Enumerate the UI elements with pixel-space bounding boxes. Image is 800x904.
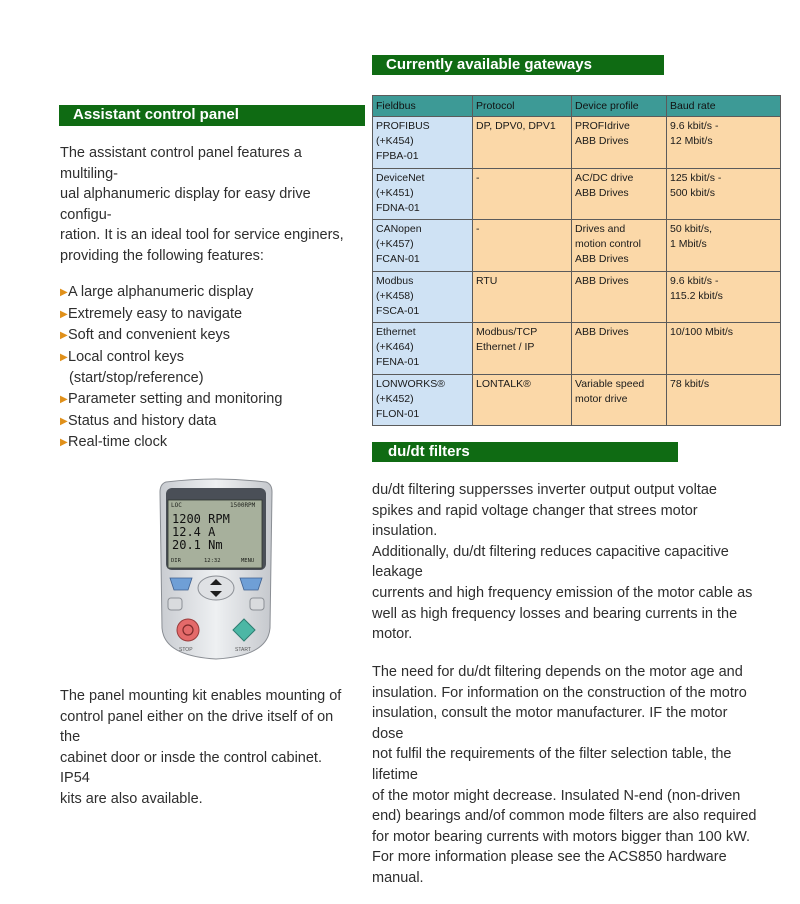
text-line: of the motor might decrease. Insulated N-end (non-driven [372,787,741,804]
cell-line: FENA-01 [376,356,420,368]
table-cell-baud [667,168,781,220]
table-cell-profile [572,117,667,169]
text-line: well as high frequency losses and bearing currents in the [372,605,738,622]
table-row [373,323,781,375]
cell-line: (+K464) [376,341,414,353]
text-line: insulation. [372,523,438,540]
column-header: Protocol [473,96,572,117]
cell-line: motion control [575,238,641,250]
table-cell-protocol [473,168,572,220]
text-line: du/dt filtering suppersses inverter output output voltae [372,482,717,498]
table-row [373,168,781,220]
text-line: The panel mounting kit enables mounting of [60,688,342,704]
text-line: insulation, consult the motor manufacturer. IF the motor [372,705,728,722]
text-line: lifetime [372,766,418,783]
column-header: Baud rate [667,96,781,117]
table-cell-baud [667,323,781,375]
assistant-intro-text [60,143,370,267]
cell-line: motor drive [575,392,628,405]
dudt-paragraph-2 [372,662,792,889]
cell-line: CANopen [376,223,422,235]
text-line: motor. [372,626,413,643]
table-cell-profile [572,374,667,426]
table-cell-baud [667,117,781,169]
list-item: ▶Parameter setting and monitoring [60,389,360,411]
cell-line: DP, DPV0, DPV1 [476,120,556,132]
table-cell-profile [572,168,667,220]
control-panel-image [158,478,274,660]
dudt-paragraph-1 [372,480,792,645]
stop-button-icon [177,619,199,641]
display-footer-right: MENU [241,558,255,564]
table-cell-protocol [473,117,572,169]
list-item-continuation: (start/stop/reference) [69,370,204,387]
cell-line: PROFIBUS [376,120,430,132]
list-item: ▶Extremely easy to navigate [60,304,360,326]
start-label: START [235,647,251,653]
text-line: The assistant control panel features a [60,145,302,161]
bullet-icon: ▶ [60,437,68,449]
cell-line: 9.6 kbit/s - [670,120,719,132]
text-line: for motor bearing currents with motors bigger than 100 kW. [372,828,750,845]
cell-line: ABB Drives [575,274,629,287]
table-cell-profile [572,271,667,323]
text-line: cabinet door or insde the control cabinet. [60,749,322,766]
cell-line: - [476,223,480,235]
display-footer-mid: 12:32 [204,558,221,564]
cell-line: ABB Drives [575,253,629,265]
table-cell-baud [667,220,781,272]
cell-line: PROFIdrive [575,120,630,132]
cell-line: AC/DC drive [575,171,634,184]
cell-line: LONWORKS® [376,377,445,390]
gateways-table [372,95,781,426]
text-line: ual alphanumeric display for easy drive [60,186,311,203]
left-softkey-icon [170,578,192,590]
cell-line: 1 Mbit/s [670,238,707,250]
list-item: ▶Real-time clock [60,432,360,454]
cell-line: 12 Mbit/s [670,135,713,147]
bullet-icon: ▶ [60,415,68,427]
column-header: Fieldbus [373,96,473,117]
cell-line: 125 kbit/s - [670,171,722,184]
display-line-3: 20.1 Nm [172,538,223,552]
text-line: not fulfil the requirements of the filter selection table, the [372,746,732,763]
table-cell-fieldbus [373,323,473,375]
text-line: ration. It is an ideal tool for service enginers, [60,227,344,244]
cell-line: DeviceNet [376,171,425,184]
cell-line: Modbus/TCP [476,326,538,338]
table-cell-profile [572,220,667,272]
table-row [373,117,781,169]
cell-line: (+K454) [376,135,414,147]
table-cell-fieldbus [373,374,473,426]
text-line: For more information please see the ACS850 hardware [372,849,727,866]
right-softkey-icon [240,578,262,590]
text-line: currents and high frequency emission of the motor cable as [372,584,753,601]
text-line: leakage [372,564,423,581]
cell-line: FLON-01 [376,407,420,420]
text-line: The need for du/dt filtering depends on the motor age and [372,664,743,680]
table-cell-protocol [473,271,572,323]
cell-line: ABB Drives [575,135,629,147]
text-line: kits are also available. [60,790,203,807]
cell-line: (+K451) [376,186,414,199]
table-row [373,271,781,323]
table-cell-fieldbus [373,168,473,220]
cell-line: - [476,171,480,184]
cell-line: Drives and [575,223,626,235]
cell-line: ABB Drives [575,326,629,338]
cell-line: 500 kbit/s [670,186,715,199]
table-cell-fieldbus [373,117,473,169]
table-cell-baud [667,271,781,323]
bullet-icon: ▶ [60,351,68,363]
cell-line: (+K457) [376,238,414,250]
table-cell-baud [667,374,781,426]
table-row [373,374,781,426]
cell-line: 10/100 Mbit/s [670,326,734,338]
column-header: Device profile [572,96,667,117]
text-line: the [60,729,81,746]
text-line: manual. [372,869,424,886]
text-line: spikes and rapid voltage changer that strees motor [372,502,698,519]
cell-line: 9.6 kbit/s - [670,274,719,287]
table-cell-protocol [473,374,572,426]
text-line: IP54 [60,770,90,787]
text-line: Additionally, du/dt filtering reduces capacitive capacitive [372,543,729,560]
text-line: control panel either on the drive itself of on [60,708,334,725]
display-status-left: LOC [171,502,182,509]
cell-line: RTU [476,274,498,287]
table-cell-fieldbus [373,271,473,323]
cell-line: LONTALK® [476,377,531,390]
table-cell-protocol [473,220,572,272]
display-line-1: 1200 RPM [172,512,230,526]
cell-line: Ethernet [376,326,416,338]
list-item: ▶A large alphanumeric display [60,282,360,304]
cell-line: Variable speed [575,377,645,390]
display-status-right: 1500RPM [230,502,256,509]
cell-line: Ethernet / IP [476,341,535,353]
assistant-panel-heading: Assistant control panel [59,105,365,126]
text-line: insulation. For information on the construction of the motro [372,684,747,701]
text-line: multiling- [60,165,119,182]
table-cell-protocol [473,323,572,375]
stop-label: STOP [179,647,193,653]
cell-line: ABB Drives [575,186,629,199]
cell-line: 78 kbit/s [670,377,710,390]
list-item: ▶Soft and convenient keys [60,325,360,347]
cell-line: (+K458) [376,289,414,302]
feature-list [60,282,360,454]
cell-line: 115.2 kbit/s [670,289,723,302]
display-footer-left: DIR [171,558,181,564]
dudt-filters-heading: du/dt filters [372,442,678,462]
table-header-row [373,96,781,117]
bullet-icon: ▶ [60,308,68,320]
display-line-2: 12.4 A [172,525,216,539]
table-cell-fieldbus [373,220,473,272]
cell-line: FPBA-01 [376,150,419,162]
cell-line: FSCA-01 [376,304,420,317]
table-row [373,220,781,272]
text-line: dose [372,725,404,742]
cell-line: Modbus [376,274,414,287]
bullet-icon: ▶ [60,330,68,342]
cell-line: (+K452) [376,392,414,405]
cell-line: FCAN-01 [376,253,420,265]
text-line: configu- [60,206,112,223]
bullet-icon: ▶ [60,287,68,298]
text-line: end) bearings and/of common mode filters are also required [372,808,757,825]
bullet-icon: ▶ [60,393,68,405]
list-item: ▶Local control keys [60,347,360,369]
table-cell-profile [572,323,667,375]
gateways-heading: Currently available gateways [372,55,664,75]
cell-line: 50 kbit/s, [670,223,713,235]
mounting-kit-text [60,686,370,810]
list-item: ▶Status and history data [60,411,360,433]
text-line: providing the following features: [60,247,264,264]
cell-line: FDNA-01 [376,201,420,214]
